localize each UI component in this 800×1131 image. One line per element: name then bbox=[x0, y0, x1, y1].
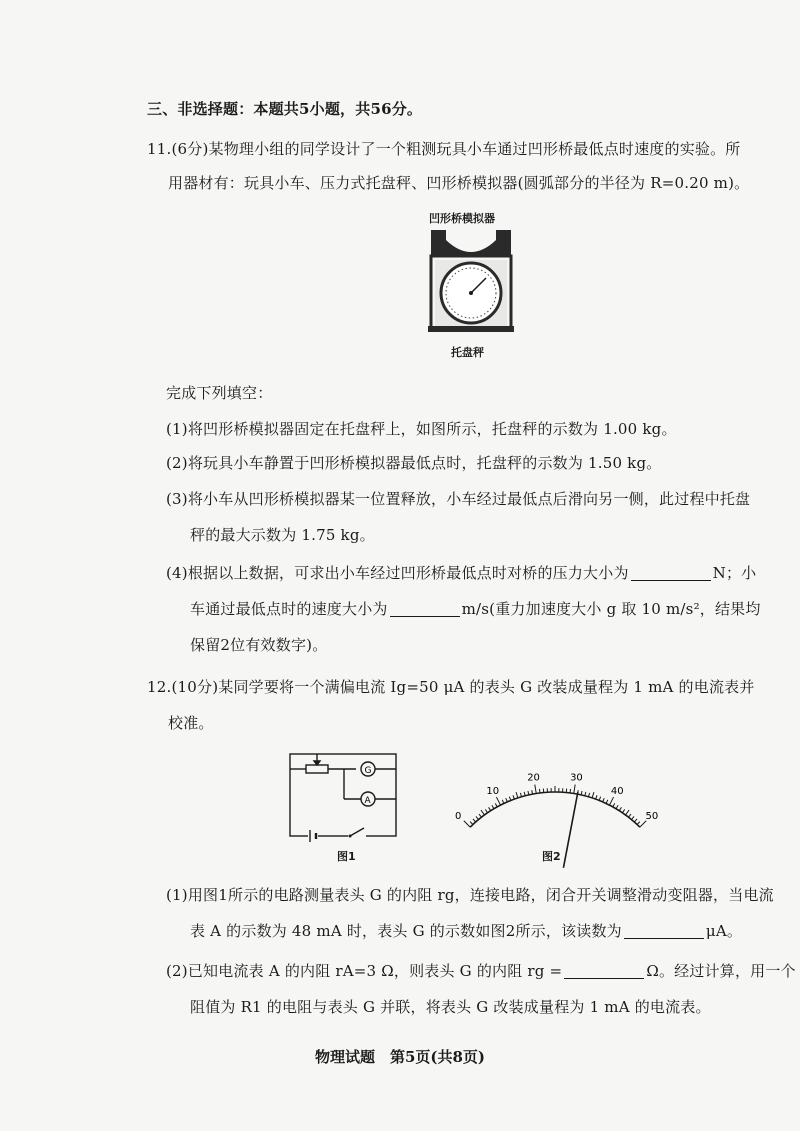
dial-label: 30 bbox=[570, 772, 583, 784]
q12-step1-line1: (1)用图1所示的电路测量表头 G 的内阻 rg，连接电路，闭合开关调整滑动变阻器，当电流 bbox=[166, 886, 774, 904]
dial-tick bbox=[473, 819, 476, 822]
dial-tick bbox=[599, 797, 600, 801]
page-footer: 物理试题 第5页(共8页) bbox=[314, 1048, 486, 1066]
dial-tick bbox=[619, 807, 621, 810]
meter-a-label: A bbox=[364, 796, 371, 806]
dial-tick bbox=[574, 785, 575, 794]
meter-dial-figure bbox=[454, 762, 659, 842]
dial-tick bbox=[492, 805, 494, 808]
circuit-figure bbox=[284, 748, 404, 843]
dial-tick bbox=[516, 792, 518, 798]
dial-tick bbox=[588, 793, 589, 797]
q12-step2-text: (2)已知电流表 A 的内阻 rA=3 Ω，则表头 G 的内阻 rg = bbox=[166, 962, 563, 980]
q11-step2: (2)将玩具小车静置于凹形桥模拟器最低点时，托盘秤的示数为 1.50 kg。 bbox=[166, 454, 662, 472]
dial-tick bbox=[520, 793, 521, 797]
dial-tick bbox=[476, 816, 479, 819]
dial-tick bbox=[631, 816, 634, 819]
dial-tick bbox=[570, 789, 571, 793]
q11-step1: (1)将凹形桥模拟器固定在托盘秤上，如图所示，托盘秤的示数为 1.00 kg。 bbox=[166, 420, 677, 438]
q11-step3-line2: 秤的最大示数为 1.75 kg。 bbox=[190, 526, 375, 544]
dial-tick bbox=[506, 798, 508, 802]
dial-label: 40 bbox=[610, 785, 624, 797]
dial-tick bbox=[539, 789, 540, 793]
dial-tick bbox=[609, 797, 613, 805]
dial-tick bbox=[596, 795, 597, 799]
dial-tick bbox=[626, 810, 630, 815]
dial-tick bbox=[634, 819, 637, 822]
q11-intro: 完成下列填空： bbox=[166, 384, 273, 402]
dial-tick bbox=[513, 795, 514, 799]
q12-step1-unit: μA。 bbox=[705, 922, 743, 940]
q11-line1: 11.(6分)某物理小组的同学设计了一个粗测玩具小车通过凹形桥最低点时速度的实验。所 bbox=[147, 140, 741, 158]
dial-label: 0 bbox=[454, 811, 462, 823]
q12-line1: 12.(10分)某同学要将一个满偏电流 Ig=50 μA 的表头 G 改装成量程为 1 mA 的电流表并 bbox=[147, 678, 755, 696]
q12-step1-line2 bbox=[190, 920, 742, 942]
dial-tick bbox=[603, 798, 605, 802]
q11-step4-text: (4)根据以上数据，可求出小车经过凹形桥最低点时对桥的压力大小为 bbox=[166, 564, 629, 582]
dial-tick bbox=[509, 797, 510, 801]
fig1-label: 图1 bbox=[337, 850, 356, 863]
fig2-label: 图2 bbox=[542, 850, 561, 863]
q11-step3-line1: (3)将小车从凹形桥模拟器某一位置释放，小车经过最低点后滑向另一侧，此过程中托盘 bbox=[166, 490, 751, 508]
dial-arc bbox=[470, 792, 640, 827]
dial-tick bbox=[629, 814, 631, 817]
dial-tick bbox=[535, 785, 536, 794]
dial-tick bbox=[489, 807, 491, 810]
answer-blank-speed[interactable] bbox=[390, 600, 460, 617]
q12-line2: 校准。 bbox=[168, 714, 214, 732]
dial-tick bbox=[464, 821, 470, 827]
dial-label: 50 bbox=[645, 811, 659, 823]
q11-step4-line3: 保留2位有效数字)。 bbox=[190, 636, 328, 654]
answer-blank-reading[interactable] bbox=[624, 922, 704, 939]
bridge-scale-figure bbox=[426, 222, 516, 344]
dial-needle bbox=[563, 792, 577, 868]
q11-line2: 用器材有：玩具小车、压力式托盘秤、凹形桥模拟器(圆弧部分的半径为 R=0.20 m)。 bbox=[168, 174, 750, 192]
dial-tick bbox=[495, 803, 497, 807]
dial-tick bbox=[481, 810, 485, 815]
meter-g-label: G bbox=[364, 766, 372, 776]
dial-tick bbox=[485, 809, 487, 812]
q11-step4-unit: N；小 bbox=[712, 564, 757, 582]
answer-blank-resistance[interactable] bbox=[564, 962, 644, 979]
fig-scale-label: 托盘秤 bbox=[451, 346, 484, 359]
q12-step2-line1 bbox=[166, 960, 796, 982]
q11-step4-text2: 车通过最低点时的速度大小为 bbox=[190, 600, 388, 618]
q11-step4-line1 bbox=[166, 562, 756, 584]
dial-tick bbox=[616, 805, 618, 808]
fig-bridge-label: 凹形桥模拟器 bbox=[429, 212, 495, 225]
q11-step4-text3: m/s(重力加速度大小 g 取 10 m/s²，结果均 bbox=[461, 600, 761, 618]
dial-tick bbox=[592, 792, 594, 798]
dial-label: 10 bbox=[486, 785, 500, 797]
q12-step2-unit: Ω。经过计算，用一个 bbox=[646, 962, 796, 980]
dial-tick bbox=[613, 803, 615, 807]
q12-step2-line2: 阻值为 R1 的电阻与表头 G 并联，将表头 G 改装成量程为 1 mA 的电流表。 bbox=[190, 998, 711, 1016]
answer-blank-force[interactable] bbox=[631, 564, 711, 581]
q12-step1-text: 表 A 的示数为 48 mA 时，表头 G 的示数如图2所示，该读数为 bbox=[190, 922, 622, 940]
dial-tick bbox=[622, 809, 624, 812]
dial-tick bbox=[606, 800, 608, 804]
dial-tick bbox=[479, 814, 481, 817]
dial-tick bbox=[496, 797, 500, 805]
dial-tick bbox=[502, 800, 504, 804]
section-title: 三、非选择题：本题共5小题，共56分。 bbox=[147, 100, 423, 118]
dial-tick bbox=[470, 822, 473, 825]
dial-label: 20 bbox=[527, 772, 540, 784]
dial-tick bbox=[637, 822, 640, 825]
q11-step4-line2 bbox=[190, 598, 761, 620]
